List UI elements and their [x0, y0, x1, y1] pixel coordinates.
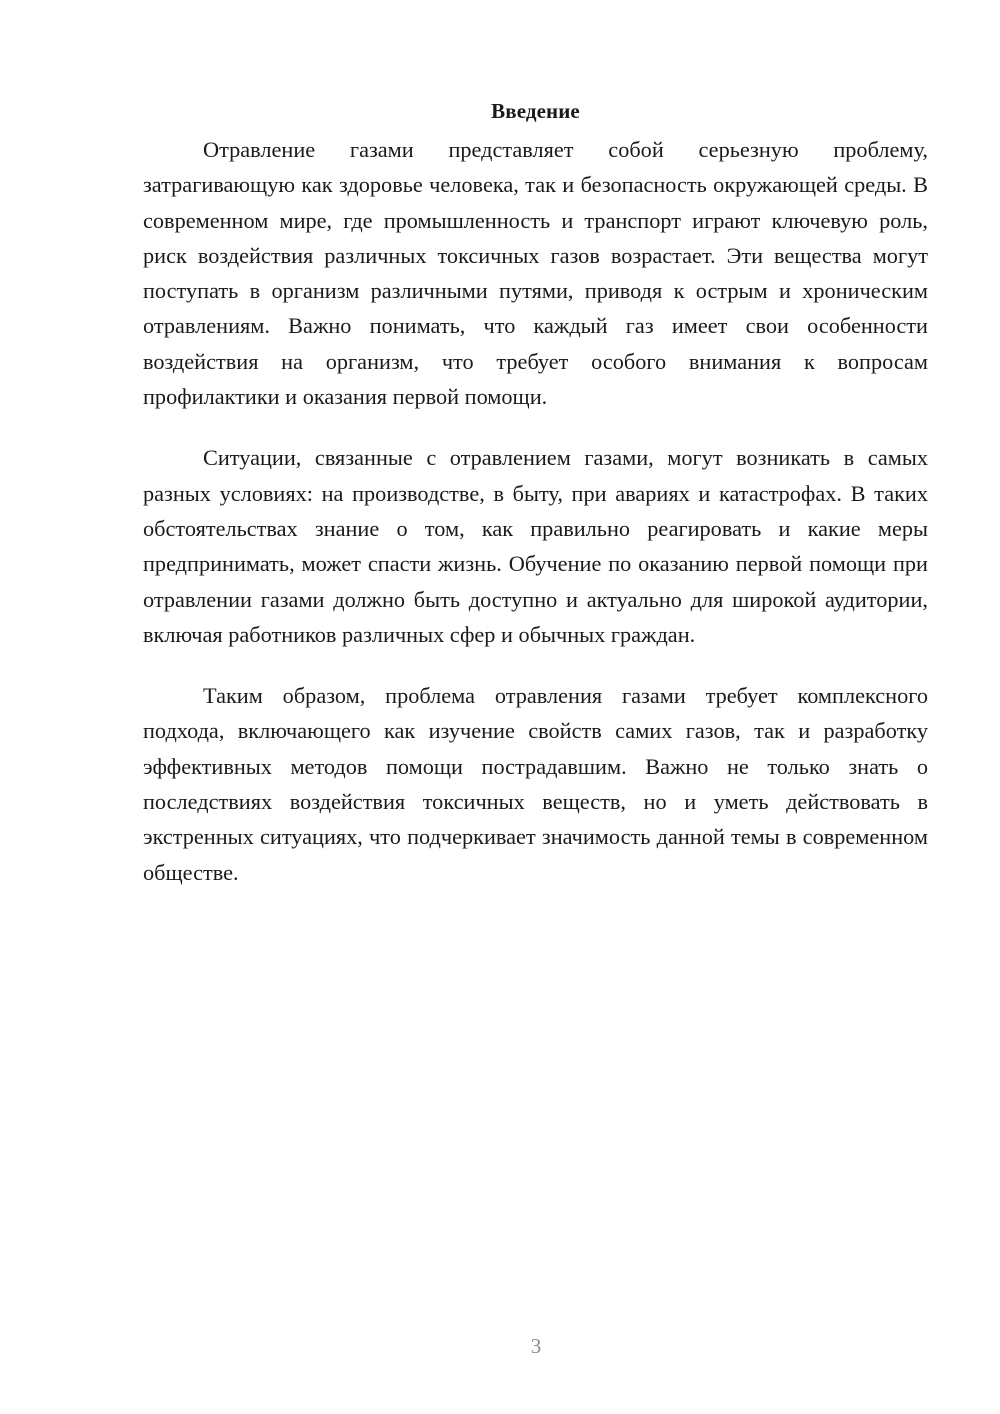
paragraph-2: Ситуации, связанные с отравлением газами, могут возникать в самых разных условиях: на производстве, в быту, при авариях и катастрофах. В таких обстоятельствах знание о том, как правильно реагировать и какие меры предпринимать, может спасти жизнь. Обучение по оказанию первой помощи при отравлении газами должно быть доступно и актуально для широкой аудитории, включая работников различных сфер и обычных граждан.: [143, 445, 928, 647]
paragraph-3: Таким образом, проблема отравления газами требует комплексного подхода, включающего как изучение свойств самих газов, так и разработку эффективных методов помощи пострадавшим. Важно не только знать о последствиях воздействия токсичных веществ, но и уметь действовать в экстренных ситуациях, что подчеркивает значимость данной темы в современном обществе.: [143, 683, 928, 885]
page-content: [143, 96, 928, 916]
paragraph-1: Отравление газами представляет собой серьезную проблему, затрагивающую как здоровье человека, так и безопасность окружающей среды. В современном мире, где промышленность и транспорт играют ключевую роль, риск воздействия различных токсичных газов возрастает. Эти вещества могут поступать в организм различными путями, приводя к острым и хроническим отравлениям. Важно понимать, что каждый газ имеет свои особенности воздействия на организм, что требует особого внимания к вопросам профилактики и оказания первой помощи.: [143, 137, 928, 410]
section-heading: Введение: [491, 99, 580, 123]
page-number: 3: [530, 1334, 542, 1358]
